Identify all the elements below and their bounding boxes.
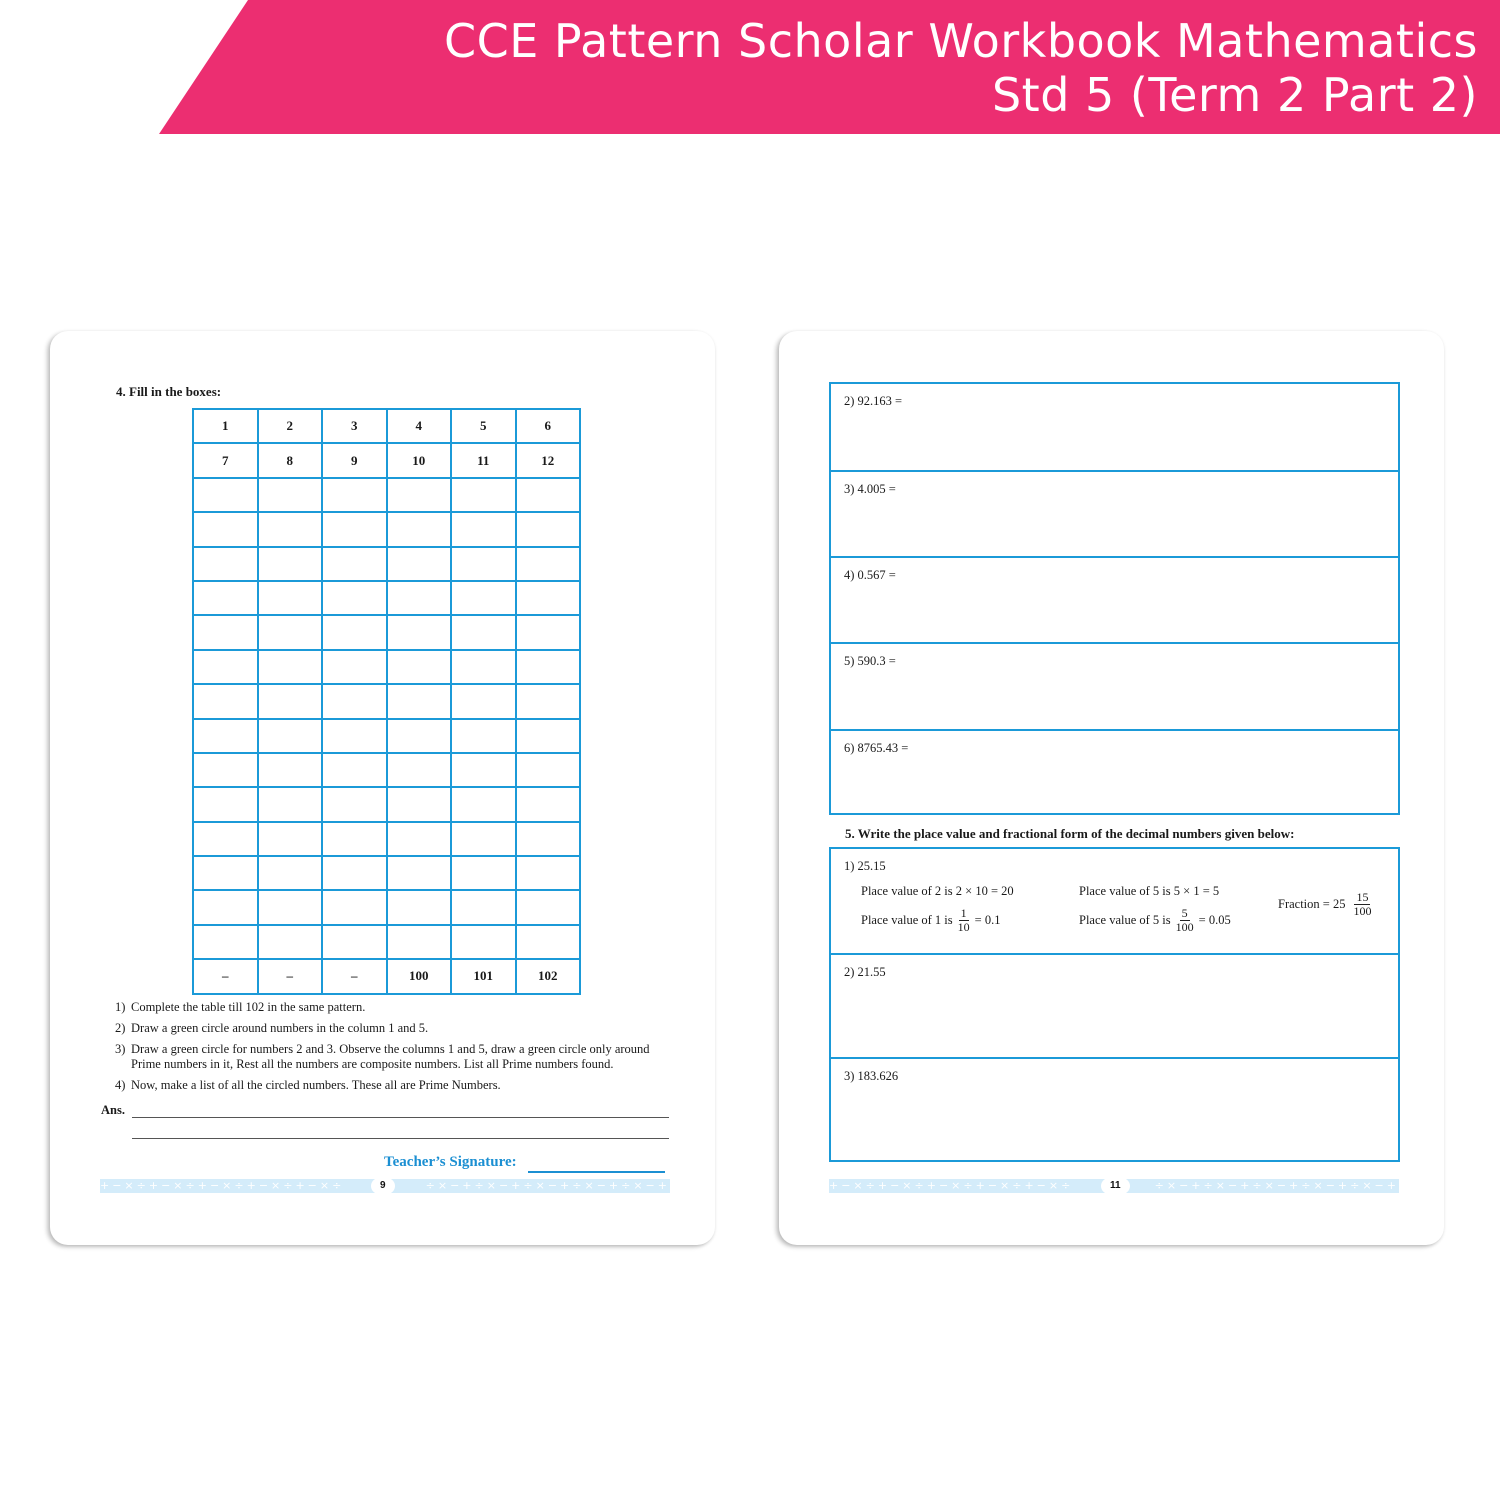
grid-cell[interactable] [322,719,387,753]
example-text: = 0.05 [1198,913,1231,927]
grid-cell[interactable] [387,615,452,649]
grid-cell[interactable] [258,753,323,787]
grid-cell[interactable] [451,822,516,856]
fraction-result [1278,891,1376,918]
grid-cell[interactable] [451,787,516,821]
grid-cell[interactable] [193,581,258,615]
grid-cell[interactable] [258,684,323,718]
grid-cell: 9 [322,443,387,477]
math-symbols-decoration: ÷×−+÷×−+÷×−+÷×−+÷×−+ [1154,1179,1399,1192]
grid-cell[interactable] [322,512,387,546]
grid-cell[interactable] [258,856,323,890]
grid-cell: 12 [516,443,581,477]
example-line: Place value of 5 is 5 × 1 = 5 [1079,884,1220,898]
grid-cell[interactable] [516,925,581,959]
expansion-row[interactable] [831,470,1398,556]
grid-cell[interactable] [258,890,323,924]
grid-cell[interactable] [322,822,387,856]
instruction-text: Complete the table till 102 in the same pattern. [131,1000,366,1014]
example-line: Place value of 2 is 2 × 10 = 20 [861,884,1014,898]
place-value-label: 1) 25.15 [844,859,886,873]
instruction-item [115,1042,675,1072]
grid-row [193,581,580,615]
expansion-row[interactable] [831,642,1398,729]
grid-cell: 101 [451,959,516,993]
example-text: Place value of 5 is [1079,913,1171,927]
place-value-label: 2) 21.55 [844,965,886,979]
grid-cell[interactable] [387,719,452,753]
grid-cell[interactable] [193,478,258,512]
grid-cell[interactable] [258,822,323,856]
grid-row [193,822,580,856]
grid-row [193,650,580,684]
grid-cell[interactable] [193,684,258,718]
grid-cell[interactable] [387,650,452,684]
grid-row [193,959,580,993]
grid-cell[interactable] [322,581,387,615]
grid-cell[interactable] [193,787,258,821]
grid-cell[interactable] [516,822,581,856]
grid-row [193,890,580,924]
grid-cell[interactable] [258,787,323,821]
grid-cell[interactable] [516,478,581,512]
grid-cell[interactable] [193,547,258,581]
grid-row [193,512,580,546]
grid-cell[interactable] [387,925,452,959]
grid-cell[interactable] [451,615,516,649]
page-footer-strip [100,1179,670,1193]
fraction-numerator: 5 [1181,906,1188,920]
grid-cell: 8 [258,443,323,477]
teacher-signature-label: Teacher’s Signature: [384,1154,517,1170]
grid-cell[interactable] [322,787,387,821]
example-text: Fraction = 25 [1278,897,1346,911]
instruction-item [115,1021,675,1036]
expansion-label: 6) 8765.43 = [844,741,909,755]
fraction-numerator: 1 [960,906,967,920]
grid-cell: 5 [451,409,516,443]
answer-line-1[interactable] [132,1117,669,1118]
grid-cell[interactable] [451,890,516,924]
grid-cell[interactable] [387,478,452,512]
banner-title-line1: CCE Pattern Scholar Workbook Mathematics [444,14,1478,68]
title-banner [0,0,1500,134]
grid-cell[interactable] [193,822,258,856]
grid-cell[interactable] [516,615,581,649]
grid-row [193,925,580,959]
instruction-text: Draw a green circle around numbers in the column 1 and 5. [131,1021,429,1035]
expansion-label: 4) 0.567 = [844,568,896,582]
grid-cell[interactable] [451,753,516,787]
grid-cell[interactable] [387,547,452,581]
place-value-label: 3) 183.626 [844,1069,899,1083]
grid-cell[interactable] [451,719,516,753]
grid-cell[interactable] [387,684,452,718]
grid-cell[interactable] [451,684,516,718]
grid-cell[interactable] [516,581,581,615]
grid-cell: 1 [193,409,258,443]
instruction-number: 2) [115,1021,126,1035]
grid-cell[interactable] [516,890,581,924]
grid-cell: 4 [387,409,452,443]
grid-cell[interactable] [322,925,387,959]
page-number: 9 [371,1179,395,1193]
grid-cell: 7 [193,443,258,477]
grid-cell[interactable] [193,650,258,684]
grid-cell[interactable] [451,650,516,684]
grid-cell[interactable] [516,787,581,821]
grid-cell[interactable] [193,719,258,753]
instruction-text: Draw a green circle for numbers 2 and 3. Observe the columns 1 and 5, draw a green circle only around Prime numbers in it, Rest all the numbers are composite numbers. List all Prime numbers found. [131,1042,650,1071]
grid-cell: 11 [451,443,516,477]
grid-cell[interactable] [387,856,452,890]
grid-cell: 6 [516,409,581,443]
workbook-page-11 [779,331,1444,1245]
fraction [956,907,972,934]
grid-cell: – [193,959,258,993]
grid-cell[interactable] [516,547,581,581]
grid-row [193,856,580,890]
instruction-number: 4) [115,1078,126,1092]
grid-cell[interactable] [322,615,387,649]
grid-cell[interactable] [451,547,516,581]
grid-cell[interactable] [258,512,323,546]
grid-row [193,615,580,649]
grid-cell[interactable] [387,753,452,787]
grid-cell[interactable] [322,684,387,718]
answer-label: Ans. [101,1103,125,1117]
instruction-number: 1) [115,1000,126,1014]
grid-cell[interactable] [516,512,581,546]
math-symbols-decoration: ÷×−+÷×−+÷×−+÷×−+÷×−+ [425,1179,670,1192]
expansion-label: 5) 590.3 = [844,654,896,668]
grid-cell: 3 [322,409,387,443]
grid-cell: – [258,959,323,993]
grid-cell[interactable] [193,753,258,787]
grid-cell[interactable] [322,478,387,512]
grid-cell[interactable] [451,478,516,512]
grid-cell: 10 [387,443,452,477]
fraction-denominator: 100 [1175,920,1194,934]
grid-cell[interactable] [193,925,258,959]
grid-cell[interactable] [451,925,516,959]
grid-cell[interactable] [258,719,323,753]
grid-cell[interactable] [193,512,258,546]
math-symbols-decoration: +−×÷+−×÷+−×÷+−×÷+−×÷ [100,1179,345,1192]
grid-cell[interactable] [516,684,581,718]
place-value-row-example [831,849,1398,953]
grid-cell[interactable] [322,856,387,890]
page-footer-strip [829,1179,1399,1193]
example-text: Place value of 1 is [861,913,953,927]
workbook-page-9 [50,331,715,1245]
grid-cell: 100 [387,959,452,993]
grid-cell: 102 [516,959,581,993]
grid-cell: – [322,959,387,993]
grid-cell[interactable] [451,512,516,546]
grid-row [193,443,580,477]
page-number: 11 [1101,1179,1130,1193]
place-value-boxes [829,847,1400,1162]
fraction-numerator: 15 [1356,890,1369,904]
grid-cell[interactable] [258,547,323,581]
grid-row [193,684,580,718]
grid-cell[interactable] [516,856,581,890]
answer-line-2[interactable] [132,1138,669,1139]
grid-row [193,719,580,753]
fraction [1174,907,1196,934]
banner-title [444,14,1478,122]
grid-row [193,547,580,581]
grid-cell[interactable] [387,822,452,856]
grid-cell[interactable] [322,547,387,581]
expansion-label: 2) 92.163 = [844,394,903,408]
grid-cell[interactable] [258,925,323,959]
grid-cell[interactable] [322,753,387,787]
grid-cell[interactable] [451,581,516,615]
instruction-number: 3) [115,1042,126,1056]
grid-row [193,409,580,443]
instruction-item [115,1000,675,1015]
grid-cell[interactable] [516,650,581,684]
instruction-text: Now, make a list of all the circled numbers. These all are Prime Numbers. [131,1078,501,1092]
grid-cell[interactable] [387,512,452,546]
question-4-heading: 4. Fill in the boxes: [116,384,222,399]
grid-cell: 2 [258,409,323,443]
instruction-item [115,1078,675,1093]
expansion-row[interactable] [831,729,1398,813]
grid-cell[interactable] [451,856,516,890]
expansion-row[interactable] [831,384,1398,470]
grid-cell[interactable] [322,890,387,924]
banner-title-line2: Std 5 (Term 2 Part 2) [991,68,1478,122]
expansion-row[interactable] [831,556,1398,642]
grid-cell[interactable] [516,719,581,753]
teacher-signature-line[interactable] [528,1171,665,1173]
grid-cell[interactable] [387,890,452,924]
grid-cell[interactable] [387,787,452,821]
grid-row [193,787,580,821]
place-value-row[interactable] [831,1057,1398,1160]
place-value-row[interactable] [831,953,1398,1057]
grid-cell[interactable] [387,581,452,615]
grid-cell[interactable] [193,856,258,890]
fraction [1351,891,1373,918]
example-text: = 0.1 [974,913,1001,927]
grid-cell[interactable] [258,581,323,615]
instructions-list [115,1000,675,1099]
grid-cell[interactable] [193,890,258,924]
example-line [1079,907,1231,934]
grid-cell[interactable] [258,615,323,649]
grid-row [193,753,580,787]
grid-cell[interactable] [516,753,581,787]
grid-cell[interactable] [193,615,258,649]
decimal-expansion-boxes [829,382,1400,815]
fraction-denominator: 100 [1353,904,1372,918]
grid-cell[interactable] [258,478,323,512]
fraction-denominator: 10 [957,920,970,934]
expansion-label: 3) 4.005 = [844,482,896,496]
example-line [861,907,1000,934]
number-grid-table [192,408,581,995]
math-symbols-decoration: +−×÷+−×÷+−×÷+−×÷+−×÷ [829,1179,1074,1192]
question-5-heading: 5. Write the place value and fractional form of the decimal numbers given below: [845,826,1295,841]
grid-row [193,478,580,512]
grid-cell[interactable] [322,650,387,684]
grid-cell[interactable] [258,650,323,684]
